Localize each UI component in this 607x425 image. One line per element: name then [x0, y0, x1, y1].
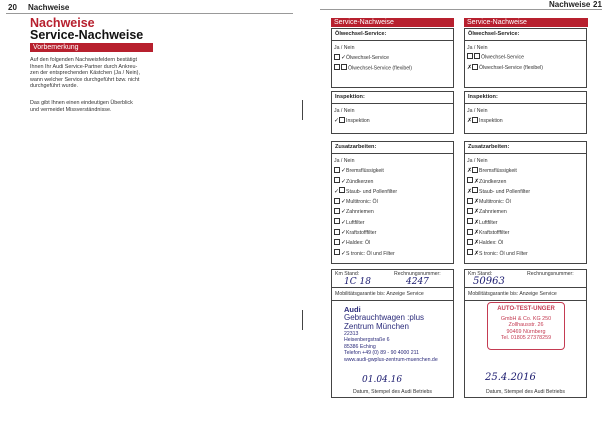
col1-guarantee: Mobilitätsgarantie bis: Anzeige Service	[332, 288, 453, 301]
col2-extra-item[interactable]: ✗Zündkerzen	[467, 177, 584, 187]
checkbox[interactable]	[334, 239, 340, 245]
col1-extra-item[interactable]: ✓Multitronic: Öl	[334, 197, 451, 207]
checkbox[interactable]	[467, 208, 473, 214]
col1-km-row	[332, 270, 453, 288]
intro-paragraph: Auf den folgenden Nachweisfeldern bestätigt Ihnen Ihr Audi Service-Partner durch Ankreu- zen der entsprechenden Kästchen (Ja / Nein), wann welcher Service durchgeführt bzw. nicht durchgeführt wurde.	[30, 57, 140, 90]
col2-oil-item-1[interactable]: Ölwechsel-Service	[467, 53, 584, 63]
col1-extra-item[interactable]: ✓Zündkerzen	[334, 177, 451, 187]
checkbox[interactable]	[339, 187, 345, 193]
col2-extra-item[interactable]: ✗Kraftstofffilter	[467, 228, 584, 238]
col1-insp-box	[331, 91, 454, 134]
col1-extra-item[interactable]: ✓Zahnriemen	[334, 207, 451, 217]
binding-mark	[302, 310, 303, 330]
col2-extra-item[interactable]: ✗Multitronic: Öl	[467, 197, 584, 207]
col1-km-label: Km Stand:	[335, 271, 360, 277]
check-mark-icon: ✓	[341, 249, 347, 257]
col2-insp-item[interactable]: ✗ Inspektion	[467, 117, 503, 125]
check-mark-icon: ✓	[341, 208, 347, 216]
check-mark-icon: ✓	[341, 177, 347, 185]
right-page-number: 21	[593, 0, 602, 9]
col1-dealer-stamp: Audi Gebrauchtwagen :plus Zentrum München 22313 Heisenbergstraße 6 85386 Eching Telefon +49 (0) 89 - 90 4000 211 www.audi-gwplus-zentrum-muenchen.de	[344, 305, 438, 363]
page-subtitle: Service-Nachweise	[30, 28, 144, 42]
col1-extra-box	[331, 141, 454, 264]
checkbox[interactable]	[472, 187, 478, 193]
col1-insp-title: Inspektion:	[332, 92, 453, 104]
col1-oil-item-1[interactable]: ✓Ölwechsel-Service	[334, 53, 451, 63]
checkbox[interactable]	[334, 54, 340, 60]
check-mark-icon: ✗	[474, 229, 480, 237]
checkbox[interactable]	[334, 177, 340, 183]
check-mark-icon: ✗	[467, 167, 473, 175]
col2-extra-item[interactable]: ✗ Staub- und Pollenfilter	[467, 187, 531, 195]
checkbox[interactable]	[467, 218, 473, 224]
col2-footer: Datum, Stempel des Audi Betriebs	[485, 389, 565, 395]
col2-extra-title: Zusatzarbeiten:	[465, 142, 586, 154]
check-mark-icon: ✗	[467, 187, 473, 195]
checkbox[interactable]	[334, 249, 340, 255]
check-mark-icon: ✓	[341, 167, 347, 175]
col2-date-value: 25.4.2016	[485, 372, 536, 383]
col2-guarantee: Mobilitätsgarantie bis: Anzeige Service	[465, 288, 586, 301]
checkbox[interactable]	[467, 239, 473, 245]
col2-extra-janein: Ja / Nein	[467, 158, 488, 164]
col1-insp-item[interactable]: ✓ Inspektion	[334, 117, 370, 125]
col1-footer: Datum, Stempel des Audi Betriebs	[352, 389, 432, 395]
check-mark-icon: ✓	[334, 187, 340, 195]
check-mark-icon: ✓	[334, 117, 340, 125]
col1-extra-item[interactable]: ✓Haldex: Öl	[334, 238, 451, 248]
col1-km-value: 1C 18	[344, 277, 371, 287]
col1-oil-box	[331, 28, 454, 88]
col2-insp-box	[464, 91, 587, 134]
checkbox[interactable]	[334, 218, 340, 224]
checkbox[interactable]	[472, 167, 478, 173]
left-page-number: 20	[8, 3, 17, 12]
checkbox[interactable]	[467, 53, 473, 59]
col1-oil-title: Ölwechsel-Service:	[332, 29, 453, 41]
check-mark-icon: ✓	[341, 229, 347, 237]
check-mark-icon: ✓	[341, 218, 347, 226]
checkbox[interactable]	[472, 117, 478, 123]
left-running-head: Nachweise	[28, 3, 70, 12]
col2-extra-item[interactable]: ✗Haldex: Öl	[467, 238, 584, 248]
col1-extra-title: Zusatzarbeiten:	[332, 142, 453, 154]
col2-invoice-label: Rechnungsnummer:	[527, 271, 574, 277]
check-mark-icon: ✗	[474, 177, 480, 185]
col2-km-value: 50963	[473, 276, 505, 287]
checkbox[interactable]	[341, 64, 347, 70]
col1-extra-item[interactable]: ✓ Staub- und Pollenfilter	[334, 187, 398, 195]
col1-invoice-value: 4247	[406, 277, 429, 287]
checkbox[interactable]	[467, 177, 473, 183]
col2-oil-box	[464, 28, 587, 88]
col2-oil-item-2[interactable]: ✗ Ölwechsel-Service (flexibel)	[467, 64, 544, 72]
page-title: Nachweise	[30, 16, 95, 30]
check-mark-icon: ✓	[341, 198, 347, 206]
col1-oil-janein: Ja / Nein	[334, 45, 355, 51]
checkbox[interactable]	[467, 249, 473, 255]
checkbox[interactable]	[472, 64, 478, 70]
check-mark-icon: ✗	[474, 208, 480, 216]
col2-extra-item[interactable]: ✗Luftfilter	[467, 218, 584, 228]
col1-extra-item[interactable]: ✓S tronic: Öl und Filter	[334, 249, 451, 259]
col2-extra-item[interactable]: ✗Zahnriemen	[467, 207, 584, 217]
check-mark-icon: ✗	[474, 249, 480, 257]
col2-stamp-box	[464, 269, 587, 398]
intro-paragraph-2: Das gibt Ihnen einen eindeutigen Überblick und vermeidet Missverständnisse.	[30, 100, 133, 113]
checkbox[interactable]	[334, 198, 340, 204]
checkbox[interactable]	[334, 167, 340, 173]
col1-insp-janein: Ja / Nein	[334, 108, 355, 114]
col1-extra-item[interactable]: ✓Bremsflüssigkeit	[334, 166, 451, 176]
col2-extra-item[interactable]: ✗S tronic: Öl und Filter	[467, 249, 584, 259]
binding-mark	[302, 100, 303, 120]
col2-insp-title: Inspektion:	[465, 92, 586, 104]
col2-extra-box	[464, 141, 587, 264]
check-mark-icon: ✗	[474, 239, 480, 247]
col1-stamp-box	[331, 269, 454, 398]
col1-oil-item-2[interactable]: Ölwechsel-Service (flexibel)	[334, 64, 451, 74]
checkbox[interactable]	[474, 53, 480, 59]
col1-date-value: 01.04.16	[362, 375, 403, 385]
col1-extra-janein: Ja / Nein	[334, 158, 355, 164]
col2-header: Service-Nachweise	[464, 18, 588, 27]
col1-header: Service-Nachweise	[331, 18, 454, 27]
check-mark-icon: ✗	[467, 64, 473, 72]
check-mark-icon: ✗	[474, 218, 480, 226]
checkbox[interactable]	[339, 117, 345, 123]
checkbox[interactable]	[334, 229, 340, 235]
col2-oil-janein: Ja / Nein	[467, 45, 488, 51]
col2-insp-janein: Ja / Nein	[467, 108, 488, 114]
checkbox[interactable]	[467, 198, 473, 204]
check-mark-icon: ✓	[341, 239, 347, 247]
section-label: Vorbemerkung	[30, 43, 153, 52]
col2-km-label: Km Stand:	[468, 271, 493, 277]
checkbox[interactable]	[334, 64, 340, 70]
col1-extra-item[interactable]: ✓Luftfilter	[334, 218, 451, 228]
check-mark-icon: ✗	[474, 198, 480, 206]
right-running-head: Nachweise	[549, 0, 591, 9]
checkbox[interactable]	[334, 208, 340, 214]
check-mark-icon: ✗	[467, 117, 473, 125]
left-header-rule	[6, 13, 293, 14]
col2-oil-title: Ölwechsel-Service:	[465, 29, 586, 41]
checkbox[interactable]	[467, 229, 473, 235]
col2-km-row	[465, 270, 586, 288]
check-mark-icon: ✓	[341, 54, 347, 62]
col1-invoice-label: Rechnungsnummer:	[394, 271, 441, 277]
col1-extra-item[interactable]: ✓Kraftstofffilter	[334, 228, 451, 238]
col2-dealer-stamp: AUTO-TEST-UNGER GmbH & Co. KG 250 Zollhausstr. 26 90469 Nürnberg Tel. 01805 27378259	[487, 302, 565, 350]
right-header-rule	[320, 9, 602, 10]
col2-extra-item[interactable]: ✗ Bremsflüssigkeit	[467, 167, 517, 175]
